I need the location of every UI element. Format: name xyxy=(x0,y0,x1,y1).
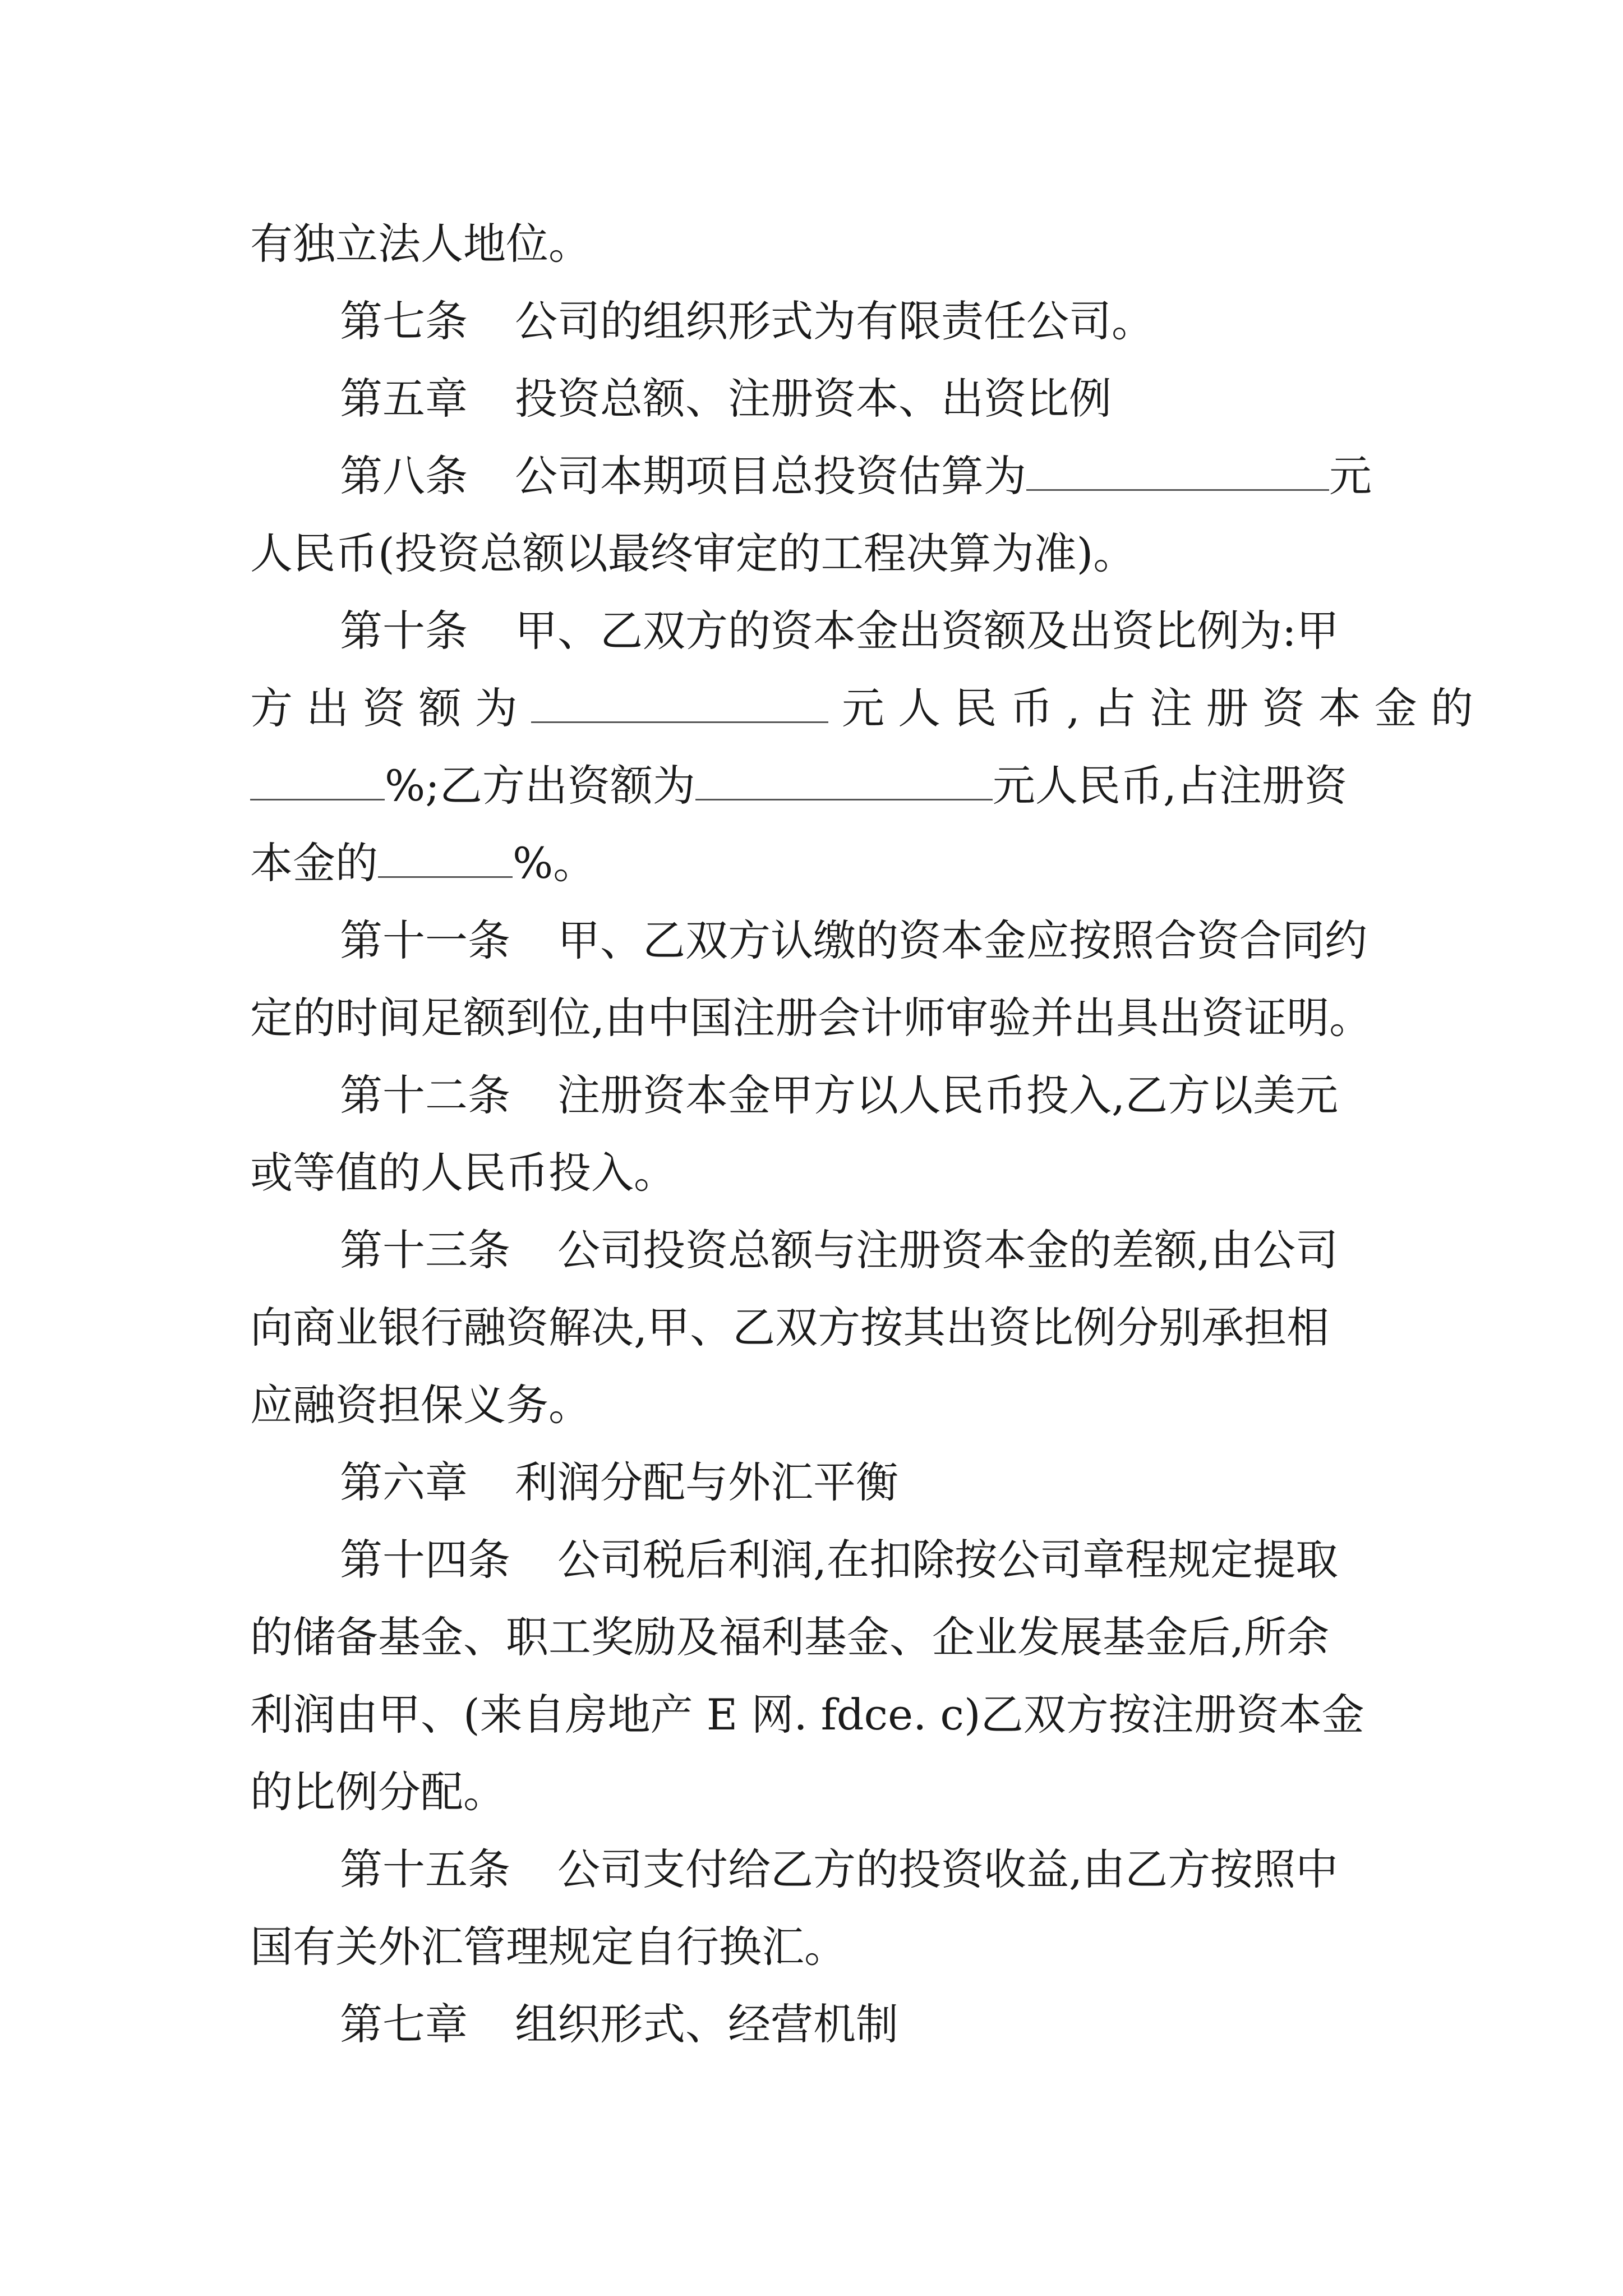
line-text: 向商业银行融资解决,甲、乙双方按其出资比例分别承担相 xyxy=(250,1303,1330,1352)
text-line-16 xyxy=(0,1374,1623,1436)
text-line-7 xyxy=(0,678,1623,739)
article-8 xyxy=(0,445,1623,507)
line-text: %;乙方出资额为 xyxy=(385,761,695,811)
text-line-1 xyxy=(0,213,1623,275)
fill-blank-total-investment[interactable] xyxy=(1026,451,1329,491)
article-10 xyxy=(0,600,1623,662)
text-line-15 xyxy=(0,1297,1623,1359)
chapter-6 xyxy=(0,1452,1623,1513)
text-line-23 xyxy=(0,1916,1623,1978)
chapter-5 xyxy=(0,368,1623,430)
text-line-19 xyxy=(0,1607,1623,1668)
line-text: 方 出 资 额 为 xyxy=(250,683,518,733)
line-text: 国有关外汇管理规定自行换汇。 xyxy=(250,1922,847,1972)
line-text: 利润由甲、(来自房地产 E 网. fdce. c)乙双方按注册资本金 xyxy=(250,1690,1364,1740)
article-7 xyxy=(0,291,1623,352)
line-text: 元 人 民 币 , 占 注 册 资 本 金 的 xyxy=(841,683,1473,733)
article-heading: 第十二条 xyxy=(340,1070,510,1120)
text-line-9 xyxy=(0,832,1623,894)
article-heading: 第十三条 xyxy=(340,1225,510,1275)
line-text: 本金的 xyxy=(250,838,378,888)
article-heading: 第十四条 xyxy=(340,1535,510,1585)
article-heading: 第十条 xyxy=(340,606,468,656)
line-text: 有独立法人地位。 xyxy=(250,219,591,269)
article-text-unit: 元 xyxy=(1329,451,1372,501)
chapter-heading: 第五章 xyxy=(340,374,468,424)
text-line-13 xyxy=(0,1142,1623,1204)
line-text: 或等值的人民币投入。 xyxy=(250,1148,676,1198)
article-11 xyxy=(0,910,1623,972)
text-line-20 xyxy=(0,1684,1623,1746)
article-text: 注册资本金甲方以人民币投入,乙方以美元 xyxy=(557,1070,1339,1120)
article-13 xyxy=(0,1220,1623,1281)
article-text: 甲、乙双方的资本金出资额及出资比例为:甲 xyxy=(515,606,1339,656)
line-text: %。 xyxy=(513,838,596,888)
fill-blank-party-a-amount[interactable] xyxy=(531,683,828,723)
text-line-8 xyxy=(0,755,1623,817)
fill-blank-party-a-percent[interactable] xyxy=(250,761,385,800)
article-text: 公司税后利润,在扣除按公司章程规定提取 xyxy=(557,1535,1339,1585)
article-text: 公司本期项目总投资估算为 xyxy=(515,451,1026,501)
article-text: 甲、乙双方认缴的资本金应按照合资合同约 xyxy=(557,915,1367,965)
fill-blank-party-b-amount[interactable] xyxy=(695,761,993,800)
line-text: 的储备基金、职工奖励及福利基金、企业发展基金后,所余 xyxy=(250,1612,1330,1662)
text-line-21 xyxy=(0,1761,1623,1823)
article-text: 公司的组织形式为有限责任公司。 xyxy=(515,296,1154,346)
chapter-7 xyxy=(0,1994,1623,2055)
chapter-title: 组织形式、经营机制 xyxy=(515,1999,898,2049)
line-text: 元人民币,占注册资 xyxy=(992,761,1347,811)
article-text: 公司支付给乙方的投资收益,由乙方按照中 xyxy=(557,1844,1339,1894)
chapter-title: 投资总额、注册资本、出资比例 xyxy=(515,374,1112,424)
article-12 xyxy=(0,1065,1623,1126)
line-text: 应融资担保义务。 xyxy=(250,1380,591,1430)
line-text: 的比例分配。 xyxy=(250,1767,506,1817)
chapter-title: 利润分配与外汇平衡 xyxy=(515,1457,898,1507)
line-text: 人民币(投资总额以最终审定的工程决算为准)。 xyxy=(250,528,1136,578)
article-heading: 第十一条 xyxy=(340,915,510,965)
chapter-heading: 第七章 xyxy=(340,1999,468,2049)
fill-blank-party-b-percent[interactable] xyxy=(378,838,513,878)
article-heading: 第十五条 xyxy=(340,1844,510,1894)
article-heading: 第七条 xyxy=(340,296,468,346)
article-15 xyxy=(0,1839,1623,1901)
article-text: 公司投资总额与注册资本金的差额,由公司 xyxy=(557,1225,1339,1275)
text-line-5 xyxy=(0,523,1623,585)
chapter-heading: 第六章 xyxy=(340,1457,468,1507)
article-heading: 第八条 xyxy=(340,451,468,501)
line-text: 定的时间足额到位,由中国注册会计师审验并出具出资证明。 xyxy=(250,993,1372,1043)
article-14 xyxy=(0,1529,1623,1591)
text-line-11 xyxy=(0,987,1623,1049)
